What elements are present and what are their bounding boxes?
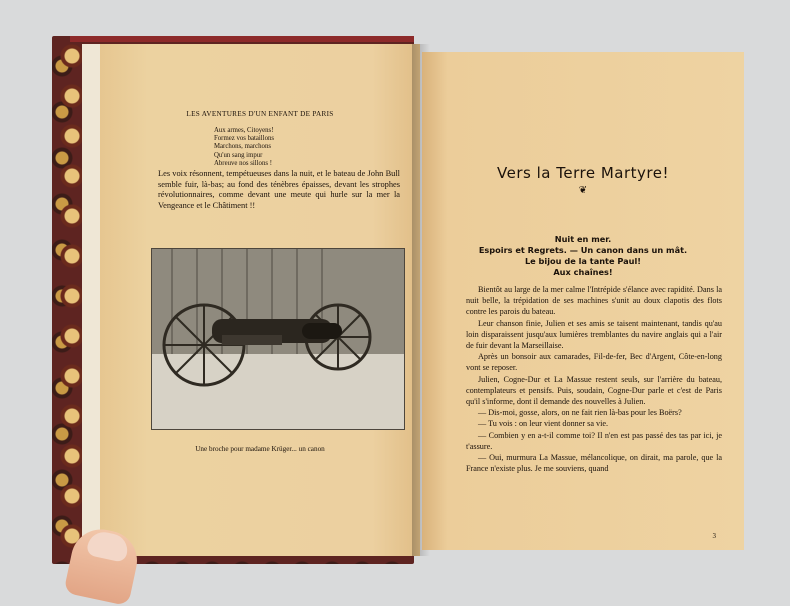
photo-caption: Une broche pour madame Krüger... un canon	[195, 445, 325, 453]
page-number: 3	[712, 532, 716, 540]
running-head: LES AVENTURES D'UN ENFANT DE PARIS	[186, 110, 334, 118]
ornament-icon: ❦	[578, 185, 588, 196]
right-paragraph: Leur chanson finie, Julien et ses amis se taisent maintenant, tandis qu'au loin disparaissent jusqu'aux lumières tremblantes du navire anglais qui a l'air de fuir devant la Marseillaise.	[466, 318, 722, 351]
verse-line: Aux armes, Citoyens!	[214, 127, 274, 134]
right-paragraph: — Oui, murmura La Massue, mélancolique, on dirait, ma parole, que la France n'existe plus. Je me souviens, quand	[466, 453, 722, 474]
right-paragraph: — Dis-moi, gosse, alors, on ne fait rien là-bas pour les Boërs?	[478, 408, 682, 418]
left-paragraph: Les voix résonnent, tempétueuses dans la nuit, et le bateau de John Bull semble fuir, là-bas; au fond des ténèbres épaisses, devant les strophes révolutionnaires, comme devant une meute qui hurle sur la mer la Vengeance et le Châtiment !!	[158, 169, 400, 210]
right-paragraph: — Combien y en a-t-il comme toi? Il n'en est pas passé des tas par ici, je t'assure.	[466, 430, 722, 451]
summary-line: Le bijou de la tante Paul!	[524, 256, 642, 266]
right-paragraph: Après un bonsoir aux camarades, Fil-de-fer, Bec d'Argent, Côte-en-long vont se reposer.	[466, 352, 722, 373]
right-paragraph: — Tu vois : on leur vient donner sa vie.	[478, 419, 609, 429]
right-paragraph: Bientôt au large de la mer calme l'Intrépide s'élance avec rapidité. Dans la nuit belle, la trépidation de ses machines s'unit au doux clapotis des flots contre les parois du bateau.	[466, 285, 722, 317]
chapter-summary	[422, 234, 744, 278]
summary-line: Aux chaînes!	[553, 267, 613, 277]
cover-edge	[70, 36, 414, 42]
verse-line: Marchons, marchons	[214, 143, 272, 151]
summary-line: Nuit en mer.	[554, 234, 612, 244]
right-paragraph: Julien, Cogne-Dur et La Massue restent seuls, sur l'arrière du bateau, contemplateurs et pensifs. Puis, soudain, Cogne-Dur parle et c'est de Paris qu'il s'informe, dont il demande des nouvelles à Julien.	[466, 374, 722, 407]
verse-line: Formez vos bataillons	[214, 135, 275, 143]
verse-line: Abreuve nos sillons !	[214, 159, 272, 167]
left-page	[100, 44, 420, 556]
right-page	[422, 52, 744, 550]
cannon-photo	[151, 248, 405, 430]
right-body-text	[466, 284, 722, 474]
chapter-title: Vers la Terre Martyre!	[497, 164, 669, 182]
cannon-illustration	[152, 249, 404, 429]
summary-line: Espoirs et Regrets. — Un canon dans un mât.	[478, 245, 688, 255]
verse-block	[214, 127, 274, 168]
verse-line: Qu'un sang impur	[214, 151, 263, 159]
